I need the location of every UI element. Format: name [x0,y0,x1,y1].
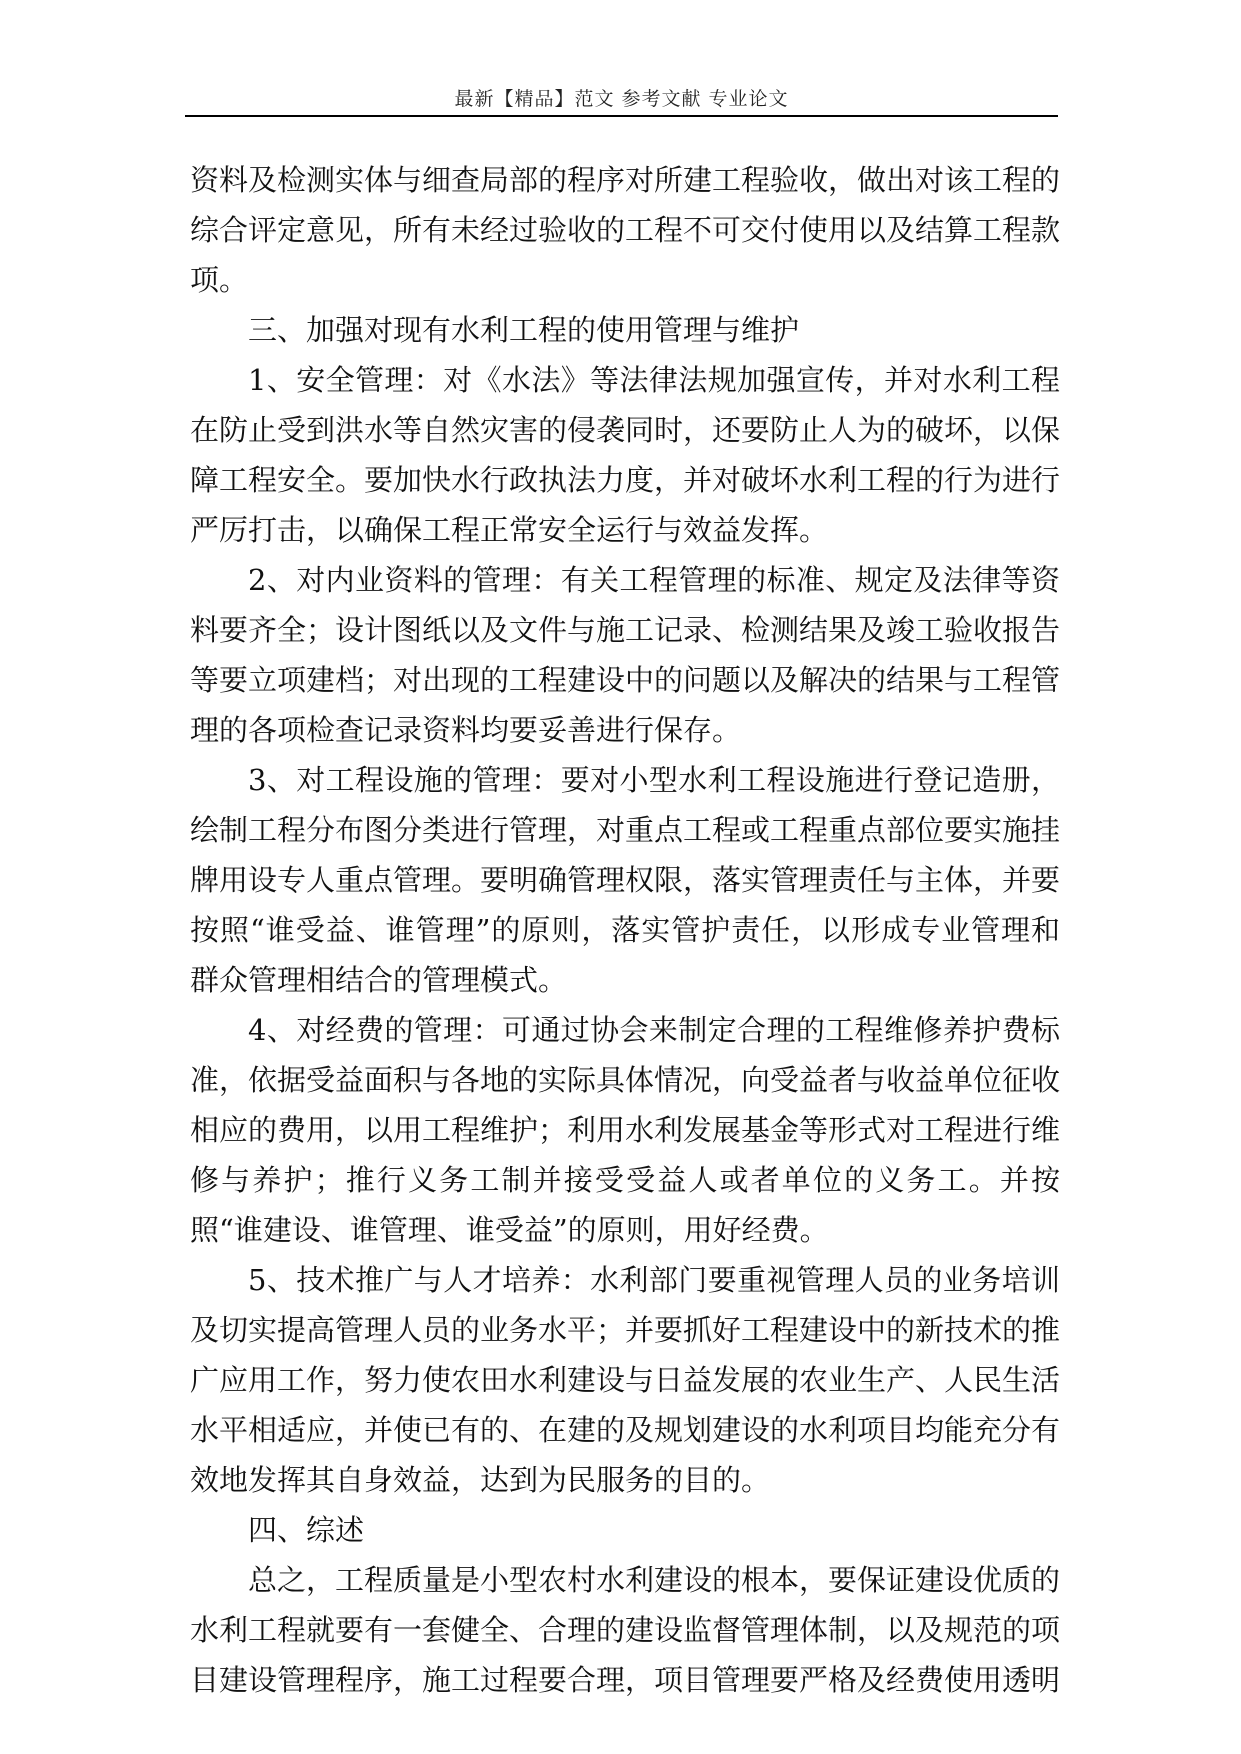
paragraph-technology-training: 5、技术推广与人才培养：水利部门要重视管理人员的业务培训及切实提高管理人员的业务水平；并要抓好工程建设中的新技术的推广应用工作，努力使农田水利建设与日益发展的农业生产、人民生活水平相适应，并使已有的、在建的及规划建设的水利项目均能充分有效地发挥其自身效益，达到为民服务的目的。 [190,1263,1061,1497]
document-body [190,155,1060,1705]
paragraph-facility-management: 3、对工程设施的管理：要对小型水利工程设施进行登记造册，绘制工程分布图分类进行管理，对重点工程或工程重点部位要实施挂牌用设专人重点管理。要明确管理权限，落实管理责任与主体，并要按照“谁受益、谁管理”的原则，落实管护责任，以形成专业管理和群众管理相结合的管理模式。 [190,763,1061,997]
section-heading-4: 四、综述 [248,1513,365,1547]
paragraph-internal-records: 2、对内业资料的管理：有关工程管理的标准、规定及法律等资料要齐全；设计图纸以及文件与施工记录、检测结果及竣工验收报告等要立项建档；对出现的工程建设中的问题以及解决的结果与工程管理的各项检查记录资料均要妥善进行保存。 [190,563,1061,747]
paragraph-continuation: 资料及检测实体与细查局部的程序对所建工程验收，做出对该工程的综合评定意见，所有未经过验收的工程不可交付使用以及结算工程款项。 [190,163,1061,297]
section-heading-3: 三、加强对现有水利工程的使用管理与维护 [248,313,800,347]
paragraph-summary: 总之，工程质量是小型农村水利建设的根本，要保证建设优质的水利工程就要有一套健全、合理的建设监督管理体制，以及规范的项目建设管理程序，施工过程要合理，项目管理要严格及经费使用透明 [190,1563,1061,1697]
header-divider [185,115,1058,117]
paragraph-safety-management: 1、安全管理：对《水法》等法律法规加强宣传，并对水利工程在防止受到洪水等自然灾害的侵袭同时，还要防止人为的破坏，以保障工程安全。要加快水行政执法力度，并对破坏水利工程的行为进行严厉打击，以确保工程正常安全运行与效益发挥。 [190,363,1061,547]
paragraph-funding-management: 4、对经费的管理：可通过协会来制定合理的工程维修养护费标准，依据受益面积与各地的实际具体情况，向受益者与收益单位征收相应的费用，以用工程维护；利用水利发展基金等形式对工程进行维修与养护；推行义务工制并接受受益人或者单位的义务工。并按照“谁建设、谁管理、谁受益”的原则，用好经费。 [190,1013,1061,1247]
page-header: 最新【精品】范文 参考文献 专业论文 [454,88,789,110]
